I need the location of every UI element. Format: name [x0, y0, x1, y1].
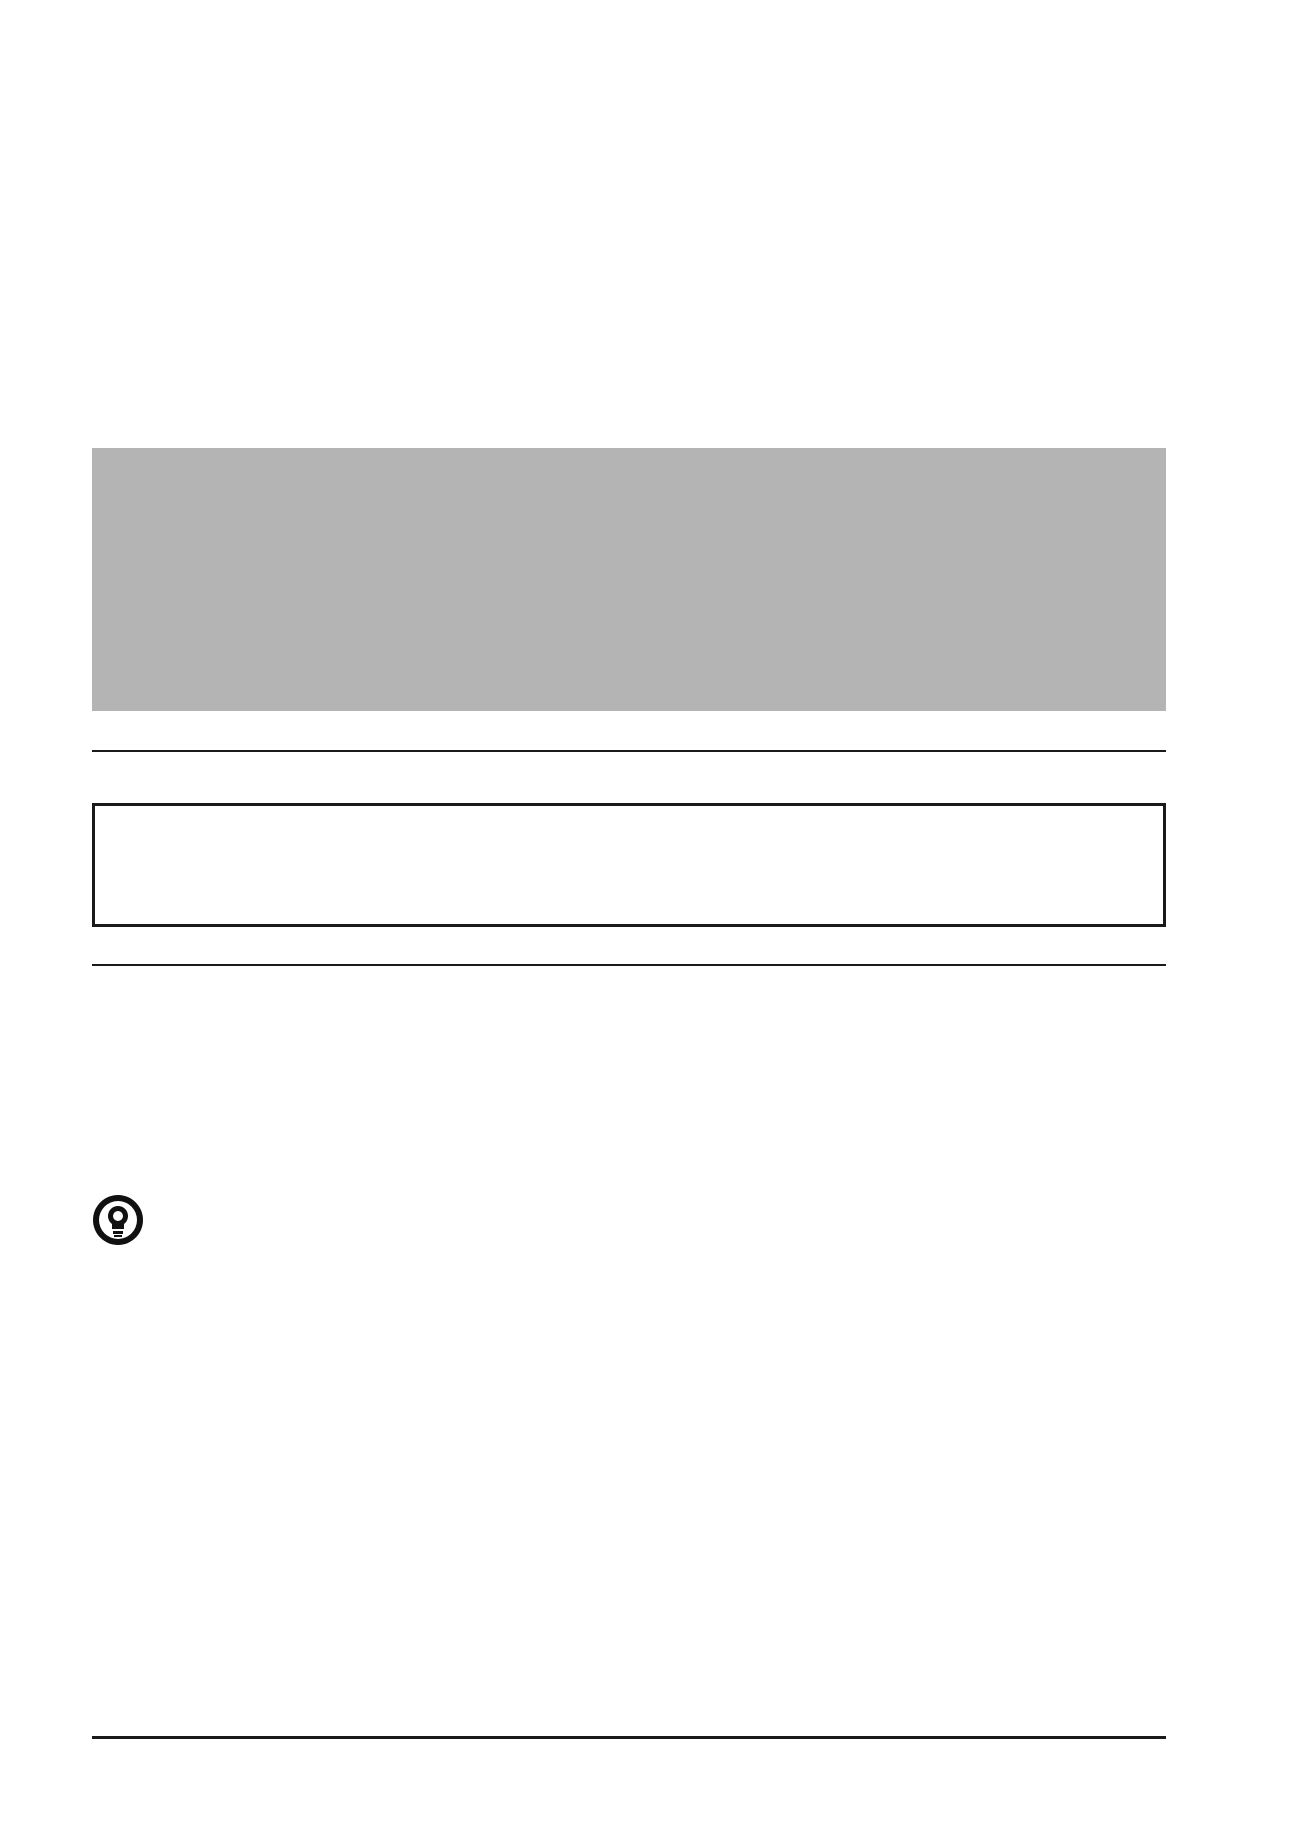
difficulty-heading — [92, 746, 1166, 752]
difficulty-scale — [92, 803, 1166, 927]
lightbulb-icon — [92, 1194, 144, 1246]
contents-box — [92, 448, 1166, 711]
specs-heading — [92, 960, 1166, 966]
note — [92, 1192, 1166, 1252]
footer-rule — [92, 1736, 1166, 1739]
